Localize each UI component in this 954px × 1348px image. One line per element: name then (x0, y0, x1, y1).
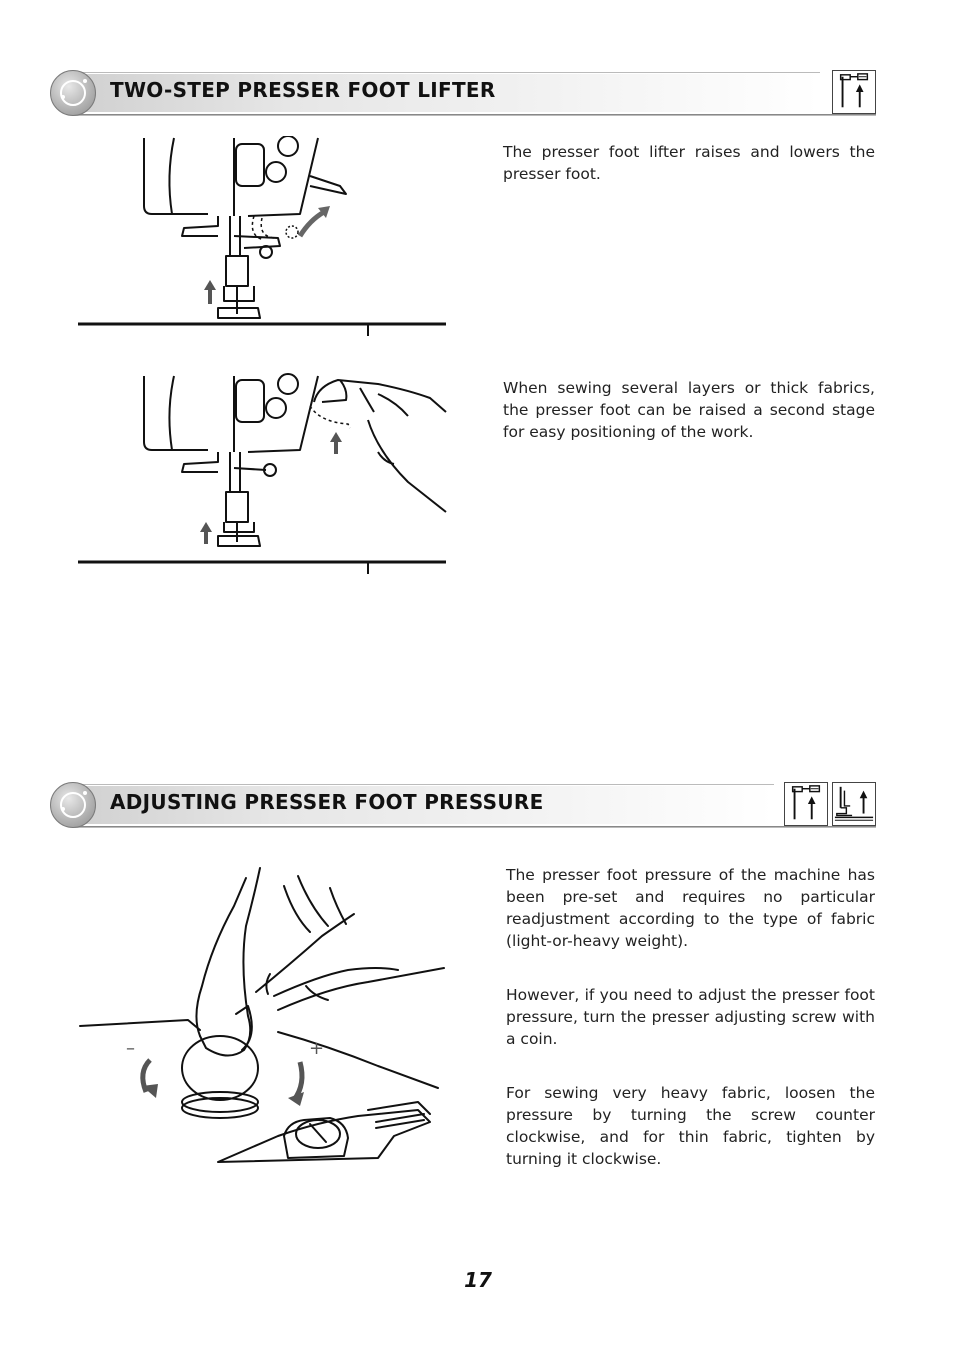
section-bullet-icon (50, 782, 96, 828)
presser-foot-pressure-icon (832, 782, 876, 826)
section-bullet-icon (50, 70, 96, 116)
section-title: ADJUSTING PRESSER FOOT PRESSURE (110, 790, 544, 814)
header-rule (72, 114, 876, 116)
header-rule-top (72, 784, 774, 785)
header-rule (72, 826, 876, 828)
section-header-presser-foot-pressure (50, 782, 876, 828)
minus-label: – (126, 1038, 135, 1059)
section-title: TWO-STEP PRESSER FOOT LIFTER (110, 78, 496, 102)
illustration-presser-foot-raised (78, 136, 448, 336)
paragraph-pressure-direction: For sewing very heavy fabric, loosen the pressure by turning the screw counter clockwise, and for thin fabric, tighten by turning it clockwise. (506, 1084, 875, 1168)
presser-foot-lifter-icon (784, 782, 828, 826)
section-header-presser-foot-lifter (50, 70, 876, 116)
presser-foot-lifter-icon (832, 70, 876, 114)
paragraph-pressure-adjust: However, if you need to adjust the presser foot pressure, turn the presser adjusting screw with a coin. (506, 986, 875, 1048)
illustration-pressure-screw (78, 866, 448, 1166)
header-rule-top (72, 72, 820, 73)
paragraph-lifter-second-stage: When sewing several layers or thick fabrics, the presser foot can be raised a second stage for easy positioning of the work. (503, 379, 875, 441)
page-number: 17 (464, 1268, 492, 1292)
illustration-presser-foot-second-stage (78, 372, 448, 574)
plus-label: + (309, 1038, 325, 1059)
paragraph-pressure-preset: The presser foot pressure of the machine has been pre-set and requires no particular readjustment according to the type of fabric (light-or-heavy weight). (506, 866, 875, 950)
paragraph-lifter-intro: The presser foot lifter raises and lowers the presser foot. (503, 143, 875, 183)
